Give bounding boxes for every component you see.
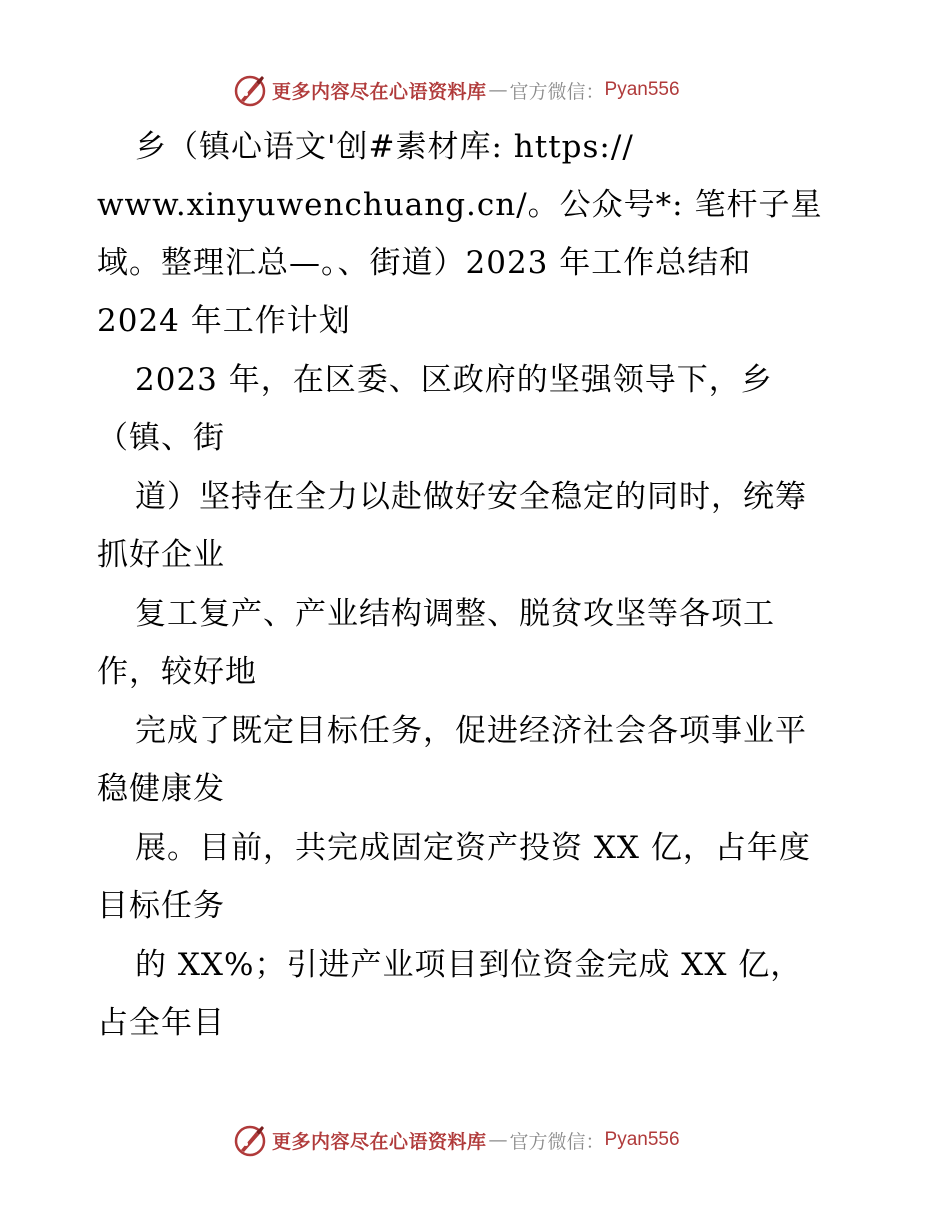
banner-sub-text: 官方微信： bbox=[509, 1130, 605, 1153]
header-watermark-banner bbox=[232, 70, 712, 110]
banner-sub-text: 官方微信： bbox=[509, 80, 605, 103]
text-line: 2024 年工作计划 bbox=[97, 303, 351, 339]
text-line: 抓好企业 bbox=[97, 537, 225, 573]
banner-separator: — bbox=[488, 79, 508, 101]
text-line: 复工复产、产业结构调整、脱贫攻坚等各项工 bbox=[135, 596, 775, 632]
text-line: 域。整理汇总—。、街道）2023 年工作总结和 bbox=[97, 245, 752, 281]
banner-main-text: 更多内容尽在心语资料库 bbox=[272, 80, 487, 103]
text-line: 完成了既定目标任务，促进经济社会各项事业平 bbox=[135, 713, 807, 749]
banner-separator: — bbox=[488, 1129, 508, 1151]
text-line: 目标任务 bbox=[97, 888, 225, 924]
banner-wechat-id: Pyan556 bbox=[604, 79, 680, 100]
text-line: 占全年目 bbox=[97, 1005, 225, 1041]
text-line: （镇、街 bbox=[97, 420, 225, 456]
quill-pen-circle-icon bbox=[232, 1122, 268, 1158]
text-line: 作，较好地 bbox=[97, 654, 257, 690]
text-line: 道）坚持在全力以赴做好安全稳定的同时，统筹 bbox=[135, 479, 807, 515]
text-line: 展。目前，共完成固定资产投资 XX 亿，占年度 bbox=[135, 830, 811, 866]
footer-watermark-banner bbox=[232, 1120, 712, 1160]
text-line: 稳健康发 bbox=[97, 771, 225, 807]
quill-pen-circle-icon bbox=[232, 72, 268, 108]
banner-wechat-id: Pyan556 bbox=[604, 1129, 680, 1150]
text-line: www.xinyuwenchuang.cn/。公众号*: 笔杆子星 bbox=[97, 187, 823, 223]
banner-main-text: 更多内容尽在心语资料库 bbox=[272, 1130, 487, 1153]
text-line: 2023 年，在区委、区政府的坚强领导下，乡 bbox=[135, 362, 773, 398]
text-line: 乡（镇心语文'创#素材库: https:// bbox=[135, 129, 634, 165]
text-line: 的 XX%；引进产业项目到位资金完成 XX 亿， bbox=[135, 947, 803, 983]
